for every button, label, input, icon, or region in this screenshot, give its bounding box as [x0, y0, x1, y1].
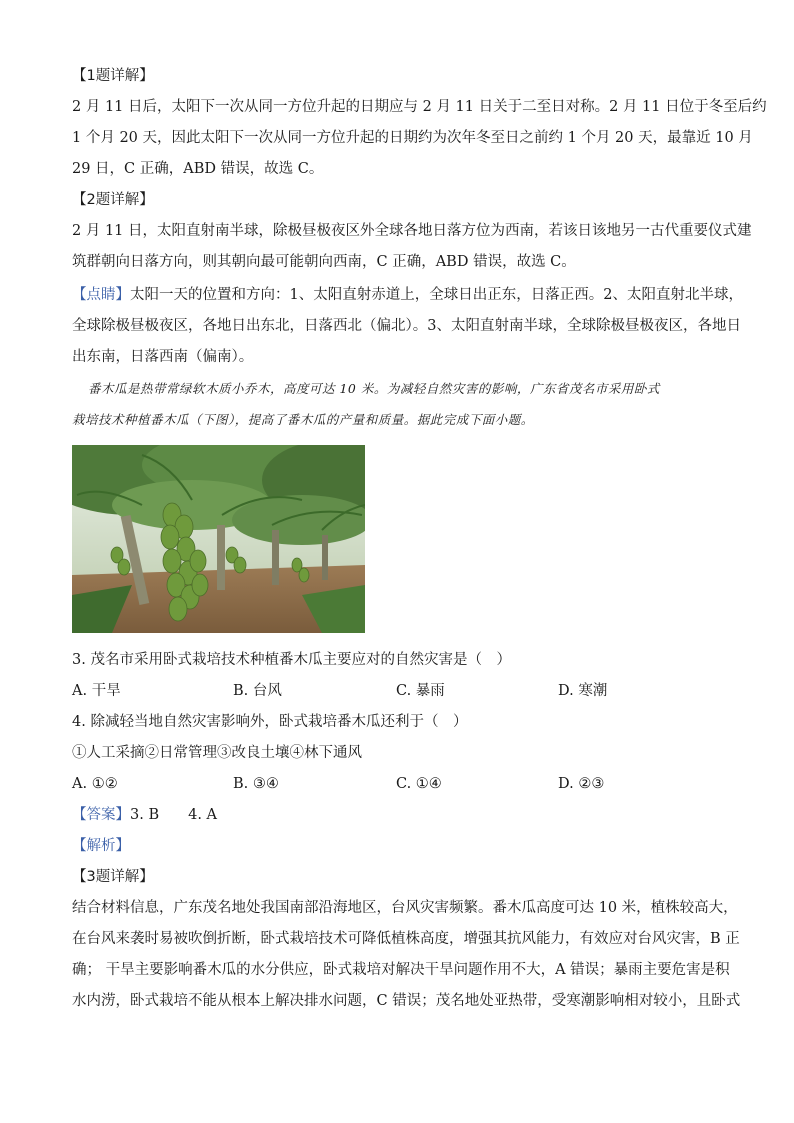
q3-option-a[interactable]: A. 干旱	[72, 683, 121, 699]
answer-text: 3. B 4. A	[130, 807, 218, 823]
q3-stem: 3. 茂名市采用卧式栽培技术种植番木瓜主要应对的自然灾害是（ ）	[72, 652, 511, 668]
tip-tag: 【点睛】	[72, 287, 130, 303]
tip-line	[72, 285, 743, 305]
q3-option-d[interactable]: D. 寒潮	[558, 683, 608, 699]
tip-text: 太阳一天的位置和方向：1、太阳直射赤道上，全球日出正东，日落正西。2、太阳直射北半球，	[130, 287, 743, 303]
q3-option-c[interactable]: C. 暴雨	[396, 683, 445, 699]
q1-explanation-line: 1 个月 20 天，因此太阳下一次从同一方位升起的日期约为次年冬至日之前约 1 个月 20 天，最靠近 10 月	[72, 130, 753, 146]
q1-explanation-line: 29 日，C 正确，ABD 错误，故选 C。	[72, 161, 324, 177]
q1-explanation-heading: 【1题详解】	[72, 68, 154, 84]
material-line: 番木瓜是热带常绿软木质小乔木，高度可达 10 米。为减轻自然灾害的影响，广东省茂名市采用卧式	[88, 381, 660, 396]
q4-stem: 4. 除减轻当地自然灾害影响外，卧式栽培番木瓜还利于（ ）	[72, 714, 468, 730]
q2-explanation-line: 2 月 11 日，太阳直射南半球，除极昼极夜区外全球各地日落方位为西南，若该日该地另一古代重要仪式建	[72, 223, 752, 239]
q3-explanation-line: 水内涝，卧式栽培不能从根本上解决排水问题，C 错误；茂名地处亚热带，受寒潮影响相对较小，且卧式	[72, 993, 741, 1009]
q1-explanation-line: 2 月 11 日后，太阳下一次从同一方位升起的日期应与 2 月 11 日关于二至日对称。2 月 11 日位于冬至后约	[72, 99, 767, 115]
q2-explanation-heading: 【2题详解】	[72, 192, 154, 208]
analysis-tag: 【解析】	[72, 838, 130, 854]
tip-line: 全球除极昼极夜区，各地日出东北，日落西北（偏北）。3、太阳直射南半球，全球除极昼极夜区，各地日	[72, 318, 741, 334]
q3-explanation-heading: 【3题详解】	[72, 869, 154, 885]
q3-explanation-line: 在台风来袭时易被吹倒折断，卧式栽培技术可降低植株高度，增强其抗风能力，有效应对台风灾害，B 正	[72, 931, 740, 947]
q3-option-b[interactable]: B. 台风	[233, 683, 282, 699]
answer-line	[72, 805, 722, 825]
q2-explanation-line: 筑群朝向日落方向，则其朝向最可能朝向西南，C 正确，ABD 错误，故选 C。	[72, 254, 576, 270]
answer-tag: 【答案】	[72, 807, 130, 823]
q4-option-c[interactable]: C. ①④	[396, 776, 442, 792]
tip-line: 出东南，日落西南（偏南）。	[72, 349, 254, 365]
q3-explanation-line: 结合材料信息，广东茂名地处我国南部沿海地区，台风灾害频繁。番木瓜高度可达 10 米，植株较高大，	[72, 900, 738, 916]
q4-option-d[interactable]: D. ②③	[558, 776, 605, 792]
q4-items: ①人工采摘②日常管理③改良土壤④林下通风	[72, 745, 362, 761]
papaya-orchard-photo	[72, 445, 365, 633]
q4-option-b[interactable]: B. ③④	[233, 776, 279, 792]
material-line: 栽培技术种植番木瓜（下图），提高了番木瓜的产量和质量。据此完成下面小题。	[72, 412, 534, 427]
q4-option-a[interactable]: A. ①②	[72, 776, 118, 792]
q3-explanation-line: 确； 干旱主要影响番木瓜的水分供应，卧式栽培对解决干旱问题作用不大，A 错误；暴雨主要危害是积	[72, 962, 730, 978]
